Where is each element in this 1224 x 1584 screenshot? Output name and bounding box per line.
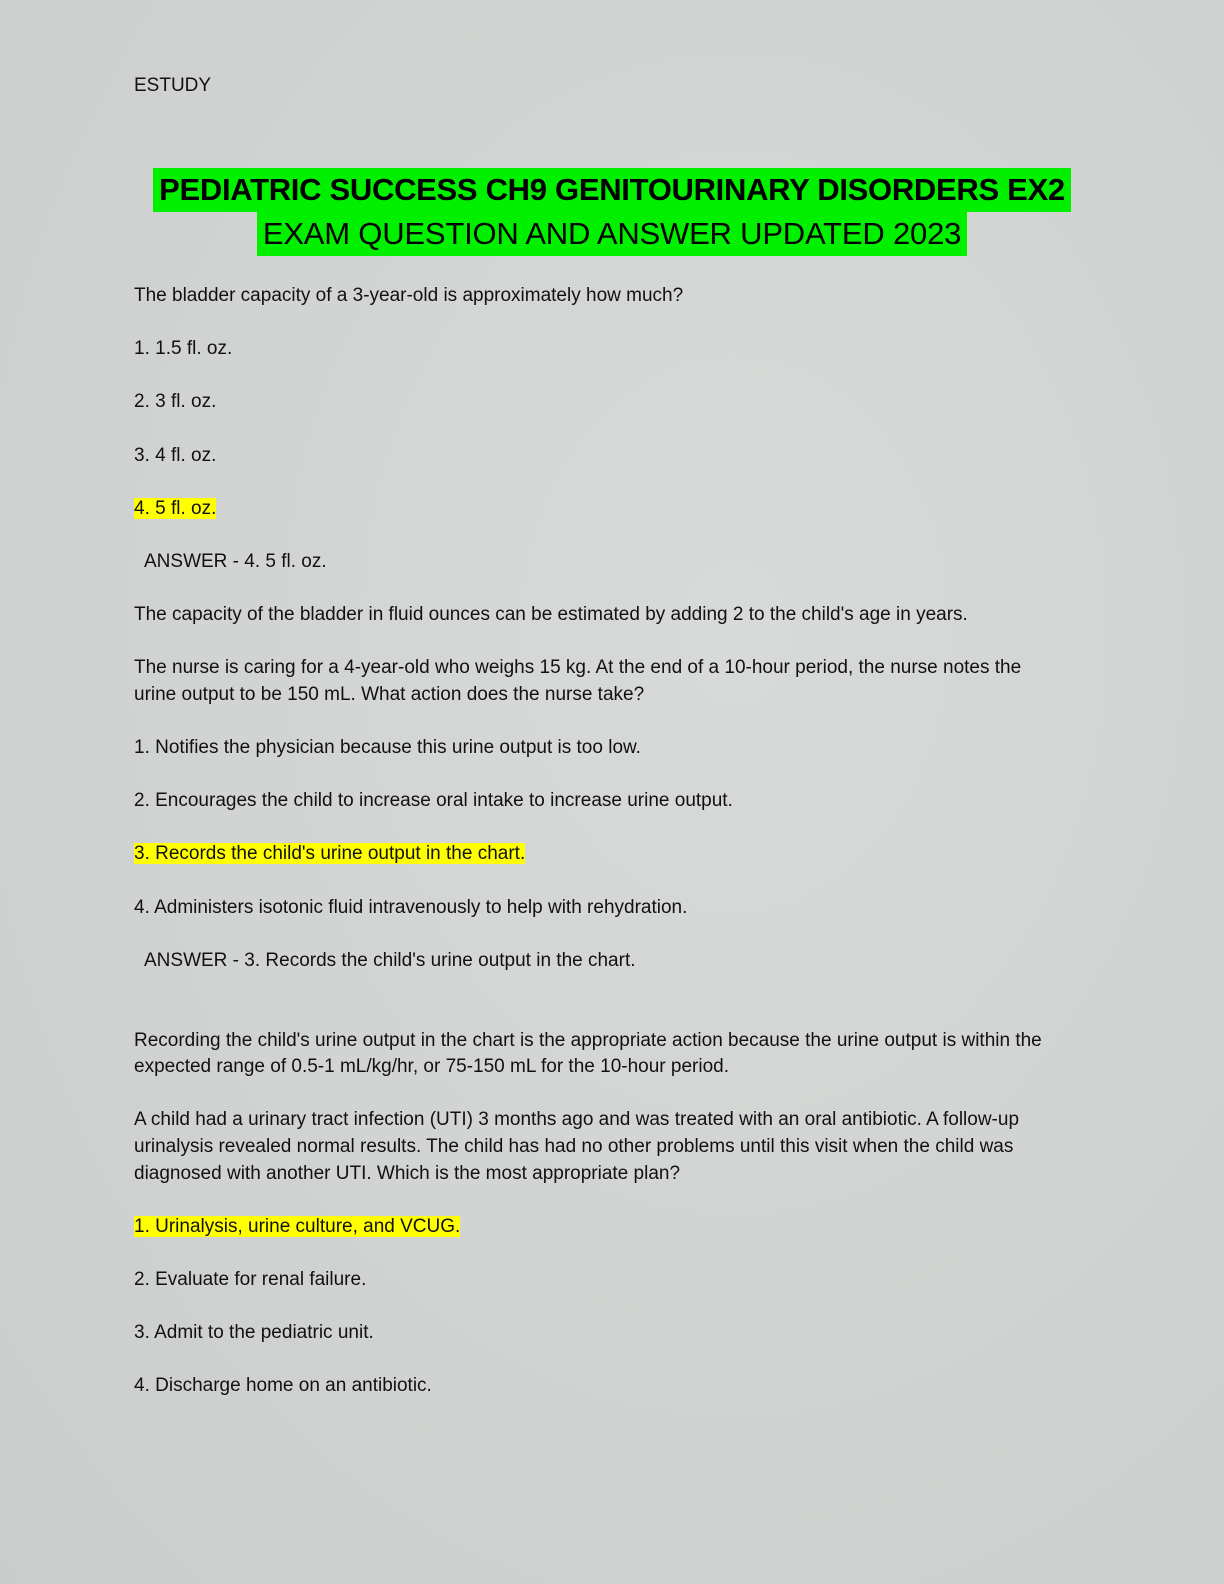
question-3-option-2: 2. Evaluate for renal failure. — [134, 1268, 367, 1290]
title-line-1: PEDIATRIC SUCCESS CH9 GENITOURINARY DISORDERS EX2 — [153, 168, 1071, 212]
title-line-2: EXAM QUESTION AND ANSWER UPDATED 2023 — [257, 212, 967, 256]
question-1-answer: ANSWER - 4. 5 fl. oz. — [144, 550, 327, 572]
document-title — [0, 168, 1224, 256]
question-3-option-4: 4. Discharge home on an antibiotic. — [134, 1375, 432, 1397]
spacer — [134, 1001, 1064, 1028]
question-1-option-2: 2. 3 fl. oz. — [134, 391, 217, 413]
question-3-option-3: 3. Admit to the pediatric unit. — [134, 1322, 374, 1344]
question-1-option-4-correct: 4. 5 fl. oz. — [134, 497, 217, 519]
question-3-option-1-correct: 1. Urinalysis, urine culture, and VCUG. — [134, 1215, 461, 1237]
question-1-explanation: The capacity of the bladder in fluid ounces can be estimated by adding 2 to the child's age in years. — [134, 604, 968, 626]
question-2-option-1: 1. Notifies the physician because this urine output is too low. — [134, 737, 641, 759]
question-1-option-3: 3. 4 fl. oz. — [134, 444, 217, 466]
question-2-explanation — [134, 1028, 1064, 1081]
question-1-option-1: 1. 1.5 fl. oz. — [134, 338, 233, 360]
page-header: ESTUDY — [134, 75, 212, 96]
question-2-option-3-correct: 3. Records the child's urine output in the chart. — [134, 843, 526, 865]
question-1-text: The bladder capacity of a 3-year-old is approximately how much? — [134, 285, 684, 306]
question-2-option-4: 4. Administers isotonic fluid intravenously to help with rehydration. — [134, 896, 688, 918]
question-2-explanation-line-1: Recording the child's urine output in the chart is the appropriate action because the urine output is within the — [134, 1029, 1042, 1051]
question-2-answer: ANSWER - 3. Records the child's urine output in the chart. — [144, 949, 636, 971]
question-2-text: The nurse is caring for a 4-year-old who weighs 15 kg. At the end of a 10-hour period, the nurse notes the urine output to be 150 mL. What action does the nurse take? — [134, 657, 1022, 705]
question-2-option-2: 2. Encourages the child to increase oral intake to increase urine output. — [134, 790, 733, 812]
question-3-text: A child had a urinary tract infection (UTI) 3 months ago and was treated with an oral antibiotic. A follow-up urinalysis revealed normal results. The child has had no other problems until this visit when the child was diagnosed with another UTI. Which is the most appropriate plan? — [134, 1109, 1020, 1184]
document-body — [134, 283, 1064, 1427]
question-2-explanation-line-2: expected range of 0.5-1 mL/kg/hr, or 75-150 mL for the 10-hour period. — [134, 1056, 729, 1078]
